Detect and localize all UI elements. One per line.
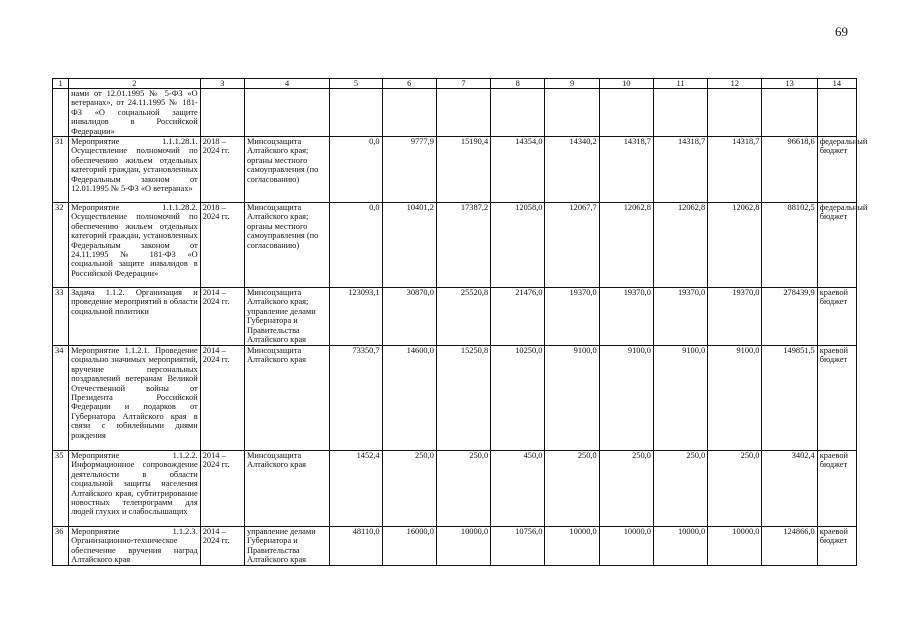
value-cell: 19370,0 bbox=[708, 288, 762, 346]
period: 2018 – 2024 гг. bbox=[200, 203, 244, 288]
executor bbox=[244, 89, 329, 137]
column-header: 7 bbox=[436, 79, 490, 89]
funding-source: федеральный бюджет bbox=[817, 137, 856, 203]
value-cell: 10401,2 bbox=[382, 203, 436, 288]
value-cell: 12062,8 bbox=[708, 203, 762, 288]
value-cell: 10756,0 bbox=[491, 527, 545, 566]
value-cell bbox=[708, 89, 762, 137]
value-cell: 10000,0 bbox=[653, 527, 707, 566]
table-row bbox=[53, 288, 857, 346]
value-cell: 9777,9 bbox=[382, 137, 436, 203]
value-cell: 0,0 bbox=[330, 137, 382, 203]
row-number: 31 bbox=[53, 137, 69, 203]
period bbox=[200, 89, 244, 137]
row-number: 35 bbox=[53, 451, 69, 527]
value-cell: 73350,7 bbox=[330, 346, 382, 451]
value-cell: 9100,0 bbox=[653, 346, 707, 451]
column-number-row bbox=[53, 79, 857, 89]
program-measures-table bbox=[52, 78, 868, 566]
value-cell: 14354,0 bbox=[491, 137, 545, 203]
total-cell: 124866,0 bbox=[762, 527, 817, 566]
value-cell: 10000,0 bbox=[599, 527, 653, 566]
column-header: 12 bbox=[708, 79, 762, 89]
column-header: 9 bbox=[545, 79, 599, 89]
value-cell: 250,0 bbox=[653, 451, 707, 527]
value-cell: 17387,2 bbox=[436, 203, 490, 288]
value-cell: 14318,7 bbox=[708, 137, 762, 203]
value-cell: 12062,8 bbox=[599, 203, 653, 288]
value-cell: 250,0 bbox=[436, 451, 490, 527]
executor: Минсоцзащита Алтайского края bbox=[244, 451, 329, 527]
row-number: 32 bbox=[53, 203, 69, 288]
executor: Минсоцзащита Алтайского края; управление делами Губернатора и Правительства Алтайского края bbox=[244, 288, 329, 346]
row-number: 34 bbox=[53, 346, 69, 451]
funding-source: федеральный бюджет bbox=[817, 203, 856, 288]
value-cell: 9100,0 bbox=[708, 346, 762, 451]
page-number: 69 bbox=[835, 24, 848, 39]
executor: Минсоцзащита Алтайского края bbox=[244, 346, 329, 451]
total-cell: 96618,6 bbox=[762, 137, 817, 203]
value-cell: 10250,0 bbox=[491, 346, 545, 451]
value-cell bbox=[545, 89, 599, 137]
value-cell: 250,0 bbox=[599, 451, 653, 527]
value-cell: 123093,1 bbox=[330, 288, 382, 346]
value-cell: 19370,0 bbox=[599, 288, 653, 346]
value-cell: 14600,0 bbox=[382, 346, 436, 451]
value-cell: 15190,4 bbox=[436, 137, 490, 203]
table-row bbox=[53, 527, 857, 566]
column-header: 11 bbox=[653, 79, 707, 89]
period: 2014 – 2024 гг. bbox=[200, 288, 244, 346]
value-cell: 0,0 bbox=[330, 203, 382, 288]
executor: управление делами Губернатора и Правительства Алтайского края bbox=[244, 527, 329, 566]
value-cell: 30870,0 bbox=[382, 288, 436, 346]
value-cell bbox=[382, 89, 436, 137]
value-cell: 1452,4 bbox=[330, 451, 382, 527]
table-row bbox=[53, 451, 857, 527]
measure-name: нами от 12.01.1995 № 5-ФЗ «О ветеранах», от 24.11.1995 № 181-ФЗ «О социальной защите инвалидов в Российской Федерации» bbox=[69, 89, 201, 137]
value-cell: 250,0 bbox=[545, 451, 599, 527]
column-header: 13 bbox=[762, 79, 817, 89]
value-cell: 10000,0 bbox=[708, 527, 762, 566]
row-number: 33 bbox=[53, 288, 69, 346]
measure-name: Мероприятие 1.1.1.28.2. Осуществление полномочий по обеспечению жильем отдельных категорий граждан, установленных Федеральным законом от 24.11.1995 № 181-ФЗ «О социальной защите инвалидов в Российской Федерации» bbox=[69, 203, 201, 288]
value-cell: 19370,0 bbox=[653, 288, 707, 346]
measure-name: Задача 1.1.2. Организация и проведение мероприятий в области социальной политики bbox=[69, 288, 201, 346]
value-cell: 14340,2 bbox=[545, 137, 599, 203]
column-header: 5 bbox=[330, 79, 382, 89]
column-header: 1 bbox=[53, 79, 69, 89]
value-cell: 250,0 bbox=[708, 451, 762, 527]
row-number: 36 bbox=[53, 527, 69, 566]
column-header: 3 bbox=[200, 79, 244, 89]
executor: Минсоцзащита Алтайского края; органы местного самоуправления (по согласованию) bbox=[244, 203, 329, 288]
value-cell: 48110,0 bbox=[330, 527, 382, 566]
column-header: 4 bbox=[244, 79, 329, 89]
value-cell bbox=[436, 89, 490, 137]
value-cell: 250,0 bbox=[382, 451, 436, 527]
value-cell: 19370,0 bbox=[545, 288, 599, 346]
value-cell: 14318,7 bbox=[599, 137, 653, 203]
measure-name: Мероприятие 1.1.2.3. Организационно-техническое обеспечение вручения наград Алтайского края bbox=[69, 527, 201, 566]
funding-source: краевой бюджет bbox=[817, 346, 856, 451]
value-cell: 450,0 bbox=[491, 451, 545, 527]
value-cell: 12067,7 bbox=[545, 203, 599, 288]
funding-source: краевой бюджет bbox=[817, 288, 856, 346]
value-cell: 12058,0 bbox=[491, 203, 545, 288]
value-cell: 12062,8 bbox=[653, 203, 707, 288]
value-cell: 16000,0 bbox=[382, 527, 436, 566]
value-cell bbox=[599, 89, 653, 137]
value-cell bbox=[653, 89, 707, 137]
table-row bbox=[53, 203, 857, 288]
total-cell: 149851,5 bbox=[762, 346, 817, 451]
measure-name: Мероприятие 1.1.2.1. Проведение социально значимых мероприятий, вручение персональных поздравлений ветеранам Великой Отечественной войны от Президента Российской Федерации и подарков от Губернатора Алтайского края в связи с юбилейными днями рождения bbox=[69, 346, 201, 451]
column-header: 10 bbox=[599, 79, 653, 89]
table-row bbox=[53, 137, 857, 203]
table-row bbox=[53, 346, 857, 451]
period: 2014 – 2024 гг. bbox=[200, 527, 244, 566]
value-cell bbox=[491, 89, 545, 137]
total-cell: 3402,4 bbox=[762, 451, 817, 527]
measure-name: Мероприятие 1.1.1.28.1. Осуществление полномочий по обеспечению жильем отдельных категорий граждан, установленных Федеральным законом от 12.01.1995 № 5-ФЗ «О ветеранах» bbox=[69, 137, 201, 203]
executor: Минсоцзащита Алтайского края; органы местного самоуправления (по согласованию) bbox=[244, 137, 329, 203]
funding-source bbox=[817, 89, 856, 137]
value-cell: 9100,0 bbox=[545, 346, 599, 451]
value-cell: 10000,0 bbox=[436, 527, 490, 566]
value-cell bbox=[330, 89, 382, 137]
value-cell: 25520,8 bbox=[436, 288, 490, 346]
total-cell: 278439,9 bbox=[762, 288, 817, 346]
value-cell: 10000,0 bbox=[545, 527, 599, 566]
period: 2018 – 2024 гг. bbox=[200, 137, 244, 203]
total-cell bbox=[762, 89, 817, 137]
period: 2014 – 2024 гг. bbox=[200, 451, 244, 527]
period: 2014 – 2024 гг. bbox=[200, 346, 244, 451]
funding-source: краевой бюджет bbox=[817, 527, 856, 566]
total-cell: 88102,5 bbox=[762, 203, 817, 288]
value-cell: 21476,0 bbox=[491, 288, 545, 346]
table-row bbox=[53, 89, 857, 137]
funding-source: краевой бюджет bbox=[817, 451, 856, 527]
value-cell: 9100,0 bbox=[599, 346, 653, 451]
value-cell: 14318,7 bbox=[653, 137, 707, 203]
column-header: 8 bbox=[491, 79, 545, 89]
column-header: 2 bbox=[69, 79, 201, 89]
row-number bbox=[53, 89, 69, 137]
column-header: 6 bbox=[382, 79, 436, 89]
value-cell: 15250,8 bbox=[436, 346, 490, 451]
column-header: 14 bbox=[817, 79, 856, 89]
measure-name: Мероприятие 1.1.2.2. Информационное сопровождение деятельности в области социальной защиты населения Алтайского края, субтитрирование новостных телепрограмм для людей глухих и слабослышащих bbox=[69, 451, 201, 527]
